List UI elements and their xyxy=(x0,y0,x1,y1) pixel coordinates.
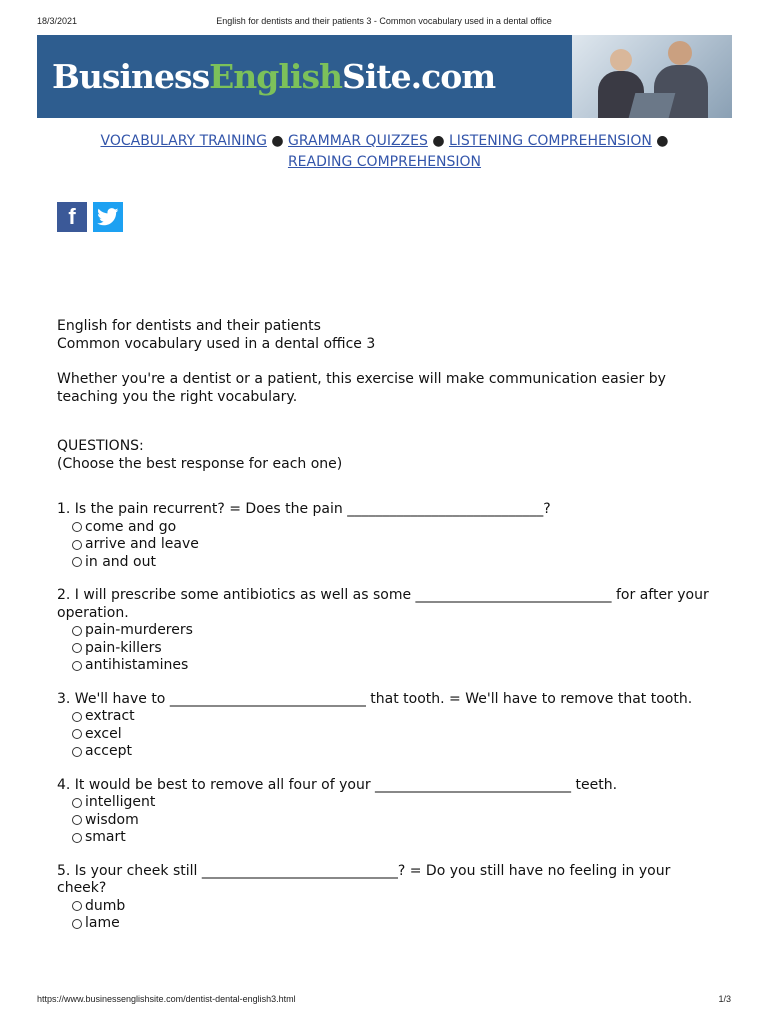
question-2 xyxy=(57,587,717,675)
radio-button-icon[interactable] xyxy=(72,712,82,722)
site-logo[interactable] xyxy=(52,57,495,96)
radio-button-icon[interactable] xyxy=(72,729,82,739)
print-document-title: English for dentists and their patients 3 - Common vocabulary used in a dental office xyxy=(216,16,552,26)
print-page-number: 1/3 xyxy=(718,994,731,1004)
answer-option[interactable]: arrive and leave xyxy=(57,536,717,554)
answer-option[interactable]: in and out xyxy=(57,554,717,572)
answer-option[interactable]: pain-murderers xyxy=(57,622,717,640)
question-text: 5. Is your cheek still ____________________________? = Do you still have no feeling in your cheek? xyxy=(57,862,671,896)
radio-button-icon[interactable] xyxy=(72,833,82,843)
answer-option[interactable]: extract xyxy=(57,708,717,726)
answer-option[interactable]: lame xyxy=(57,915,717,933)
logo-english: English xyxy=(209,57,343,96)
radio-button-icon[interactable] xyxy=(72,626,82,636)
radio-button-icon[interactable] xyxy=(72,815,82,825)
radio-button-icon[interactable] xyxy=(72,643,82,653)
site-banner[interactable] xyxy=(37,35,732,118)
radio-button-icon[interactable] xyxy=(72,540,82,550)
question-text: 3. We'll have to ____________________________ that tooth. = We'll have to remove that tooth. xyxy=(57,690,693,707)
main-navigation xyxy=(37,131,732,173)
article-title-line2: Common vocabulary used in a dental office 3 xyxy=(57,335,376,352)
article-title-line1: English for dentists and their patients xyxy=(57,318,321,334)
answer-option[interactable]: accept xyxy=(57,743,717,761)
nav-grammar-quizzes[interactable]: GRAMMAR QUIZZES xyxy=(288,133,428,149)
radio-button-icon[interactable] xyxy=(72,747,82,757)
radio-button-icon[interactable] xyxy=(72,901,82,911)
radio-button-icon[interactable] xyxy=(72,522,82,532)
logo-site: Site.com xyxy=(342,57,496,96)
radio-button-icon[interactable] xyxy=(72,798,82,808)
nav-separator: ● xyxy=(432,133,445,149)
answer-option[interactable]: come and go xyxy=(57,519,717,537)
question-text: 1. Is the pain recurrent? = Does the pain ____________________________? xyxy=(57,501,551,517)
nav-separator: ● xyxy=(656,133,669,149)
answer-option[interactable]: antihistamines xyxy=(57,657,717,675)
radio-button-icon[interactable] xyxy=(72,919,82,929)
nav-listening-comprehension[interactable]: LISTENING COMPREHENSION xyxy=(448,133,652,149)
answer-option[interactable]: intelligent xyxy=(57,794,717,812)
question-text: 4. It would be best to remove all four of your ____________________________ teeth. xyxy=(57,776,618,793)
facebook-icon[interactable]: f xyxy=(57,202,87,232)
question-1 xyxy=(57,501,717,571)
answer-option[interactable]: pain-killers xyxy=(57,640,717,658)
question-5 xyxy=(57,863,717,933)
questions-instruction: (Choose the best response for each one) xyxy=(57,455,343,472)
article-content xyxy=(57,318,717,933)
answer-option[interactable]: excel xyxy=(57,726,717,744)
question-4 xyxy=(57,777,717,847)
article-intro: Whether you're a dentist or a patient, this exercise will make communication easier by teaching you the right vocabulary. xyxy=(57,371,666,405)
print-date: 18/3/2021 xyxy=(37,16,78,26)
answer-option[interactable]: dumb xyxy=(57,898,717,916)
answer-option[interactable]: smart xyxy=(57,829,717,847)
radio-button-icon[interactable] xyxy=(72,557,82,567)
questions-heading: QUESTIONS: xyxy=(57,438,144,454)
nav-reading-comprehension[interactable]: READING COMPREHENSION xyxy=(287,154,482,170)
print-header xyxy=(0,16,768,30)
nav-vocabulary-training[interactable]: VOCABULARY TRAINING xyxy=(100,133,267,149)
print-url: https://www.businessenglishsite.com/dentist-dental-english3.html xyxy=(37,994,296,1004)
twitter-icon[interactable] xyxy=(93,202,123,232)
nav-separator: ● xyxy=(271,133,284,149)
answer-option[interactable]: wisdom xyxy=(57,812,717,830)
question-text: 2. I will prescribe some antibiotics as well as some ____________________________ for after your operation. xyxy=(57,587,709,621)
print-footer xyxy=(0,994,768,1008)
banner-photo xyxy=(572,35,732,118)
question-3 xyxy=(57,691,717,761)
logo-business: Business xyxy=(52,57,210,96)
radio-button-icon[interactable] xyxy=(72,661,82,671)
